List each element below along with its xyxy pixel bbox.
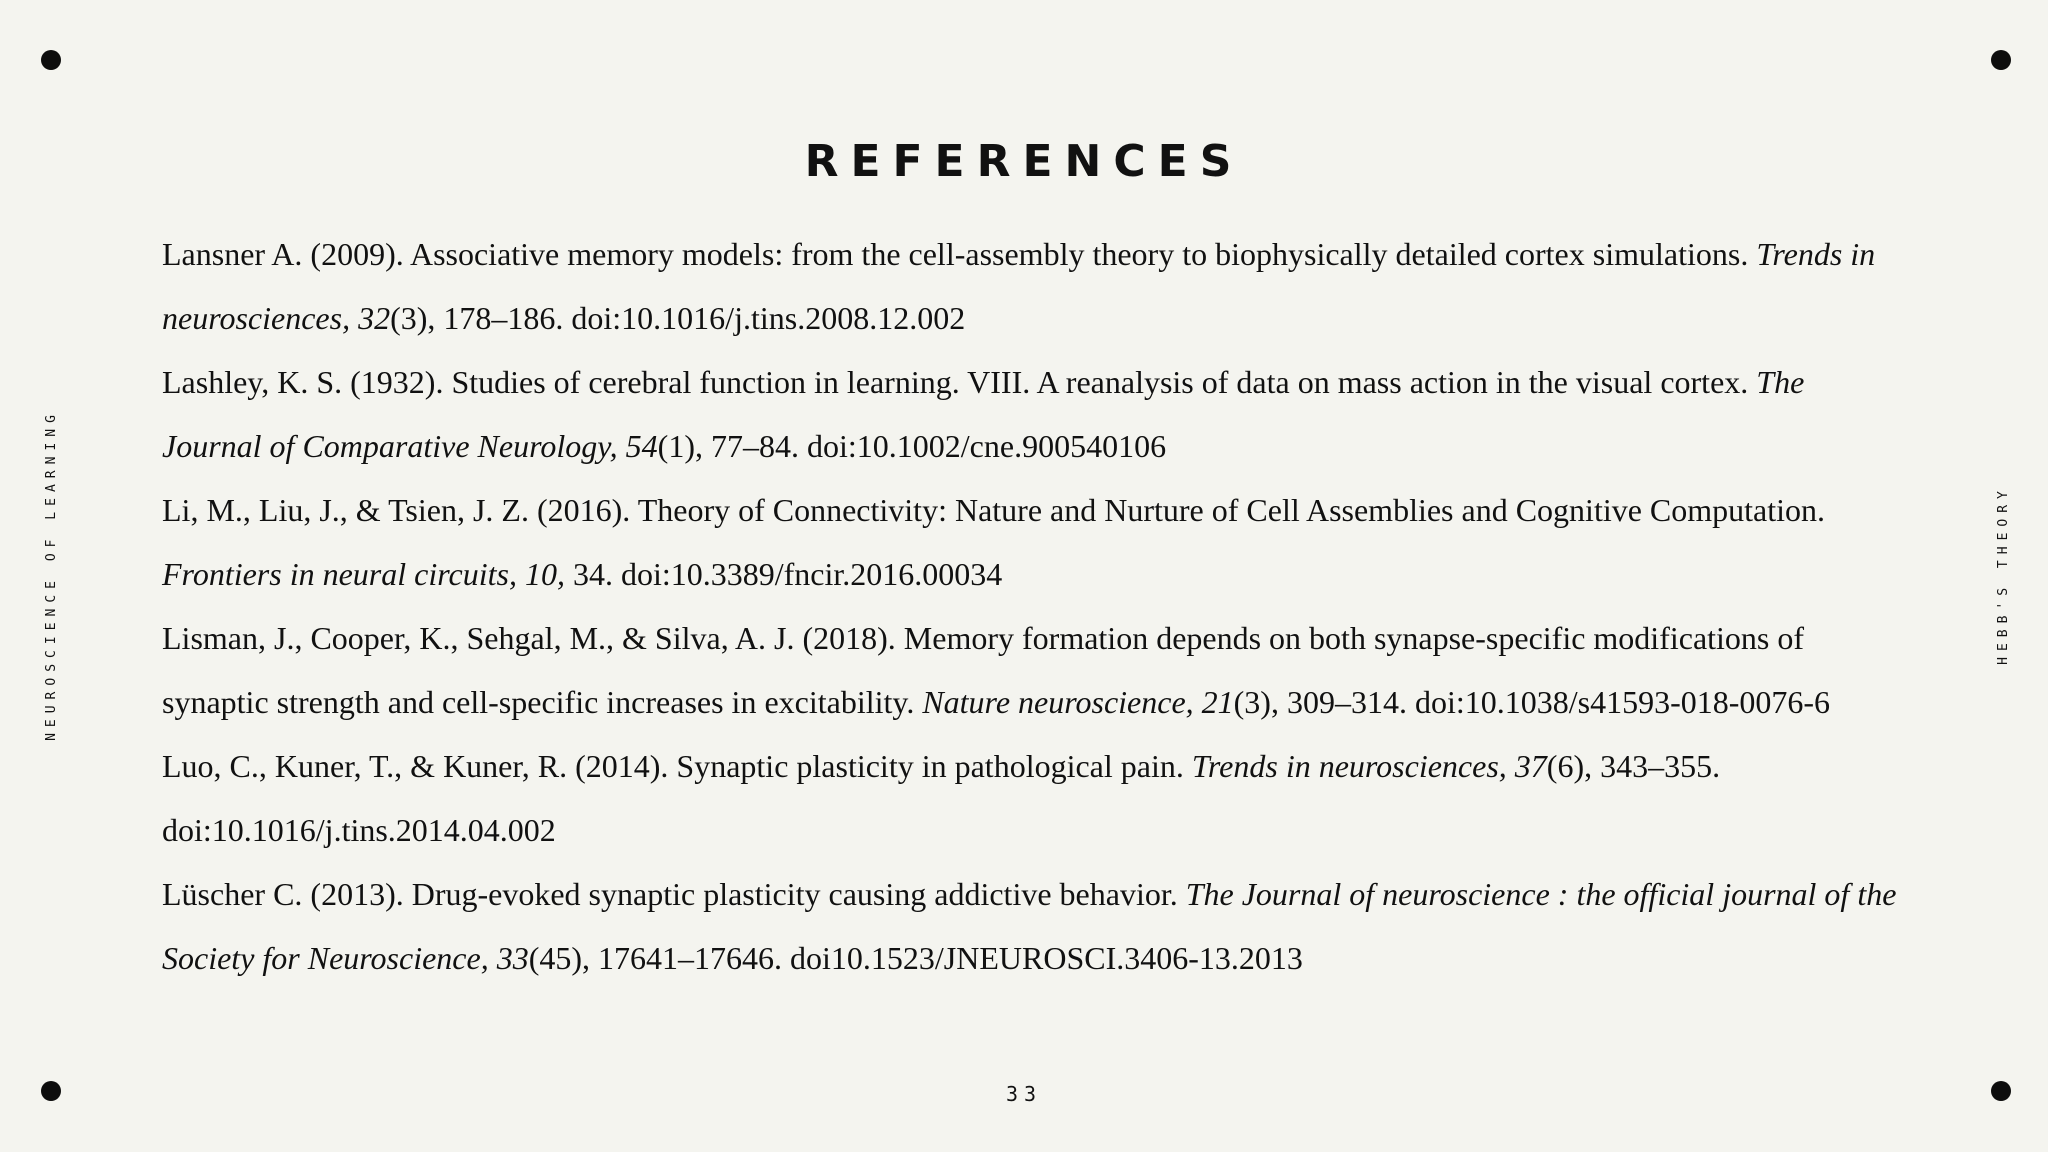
side-label-left: NEUROSCIENCE OF LEARNING — [44, 409, 59, 741]
reference-journal: Trends in neurosciences, 37 — [1191, 748, 1547, 784]
reference-journal: Frontiers in neural circuits, 10, — [162, 556, 565, 592]
reference-details: (45), 17641–17646. doi10.1523/JNEUROSCI.3406-13.2013 — [528, 940, 1303, 976]
page-number: 33 — [1005, 1082, 1043, 1106]
reference-journal: Trends in neurosciences, 32 — [162, 236, 1876, 336]
reference-details: 34. doi:10.3389/fncir.2016.00034 — [564, 556, 1003, 592]
reference-journal: The Journal of neuroscience : the official journal of the Society for Neuroscience, 33 — [162, 876, 1897, 976]
side-label-right: HEBB'S THEORY — [1996, 485, 2011, 665]
reference-details: (1), 77–84. doi:10.1002/cne.900540106 — [657, 428, 1167, 464]
reference-item — [162, 222, 1902, 350]
reference-text: Lashley, K. S. (1932). Studies of cerebral function in learning. VIII. A reanalysis of data on mass action in the visual cortex. — [162, 364, 1757, 400]
reference-item — [162, 350, 1902, 478]
page-title: REFERENCES — [804, 136, 1244, 187]
reference-item — [162, 606, 1902, 734]
reference-item — [162, 478, 1902, 606]
reference-item — [162, 862, 1902, 990]
reference-text: Li, M., Liu, J., & Tsien, J. Z. (2016). Theory of Connectivity: Nature and Nurture of Cell Assemblies and Cognitive Computation. — [162, 492, 1826, 528]
reference-text: Luo, C., Kuner, T., & Kuner, R. (2014). Synaptic plasticity in pathological pain. — [162, 748, 1192, 784]
corner-dot-top-right — [1991, 50, 2011, 70]
reference-journal: Nature neuroscience, 21 — [922, 684, 1234, 720]
reference-list — [162, 222, 1902, 990]
reference-text: Lansner A. (2009). Associative memory models: from the cell-assembly theory to biophysically detailed cortex simulations. — [162, 236, 1757, 272]
reference-details: (6), 343–355. doi:10.1016/j.tins.2014.04.002 — [162, 748, 1721, 848]
reference-text: Lüscher C. (2013). Drug-evoked synaptic plasticity causing addictive behavior. — [162, 876, 1186, 912]
corner-dot-top-left — [41, 50, 61, 70]
reference-details: (3), 309–314. doi:10.1038/s41593-018-0076-6 — [1233, 684, 1831, 720]
reference-journal: The Journal of Comparative Neurology, 54 — [162, 364, 1805, 464]
reference-item — [162, 734, 1902, 862]
reference-details: (3), 178–186. doi:10.1016/j.tins.2008.12.002 — [390, 300, 966, 336]
reference-text: Lisman, J., Cooper, K., Sehgal, M., & Silva, A. J. (2018). Memory formation depends on both synapse-specific modifications of synaptic strength and cell-specific increases in excitability. — [162, 620, 1805, 720]
